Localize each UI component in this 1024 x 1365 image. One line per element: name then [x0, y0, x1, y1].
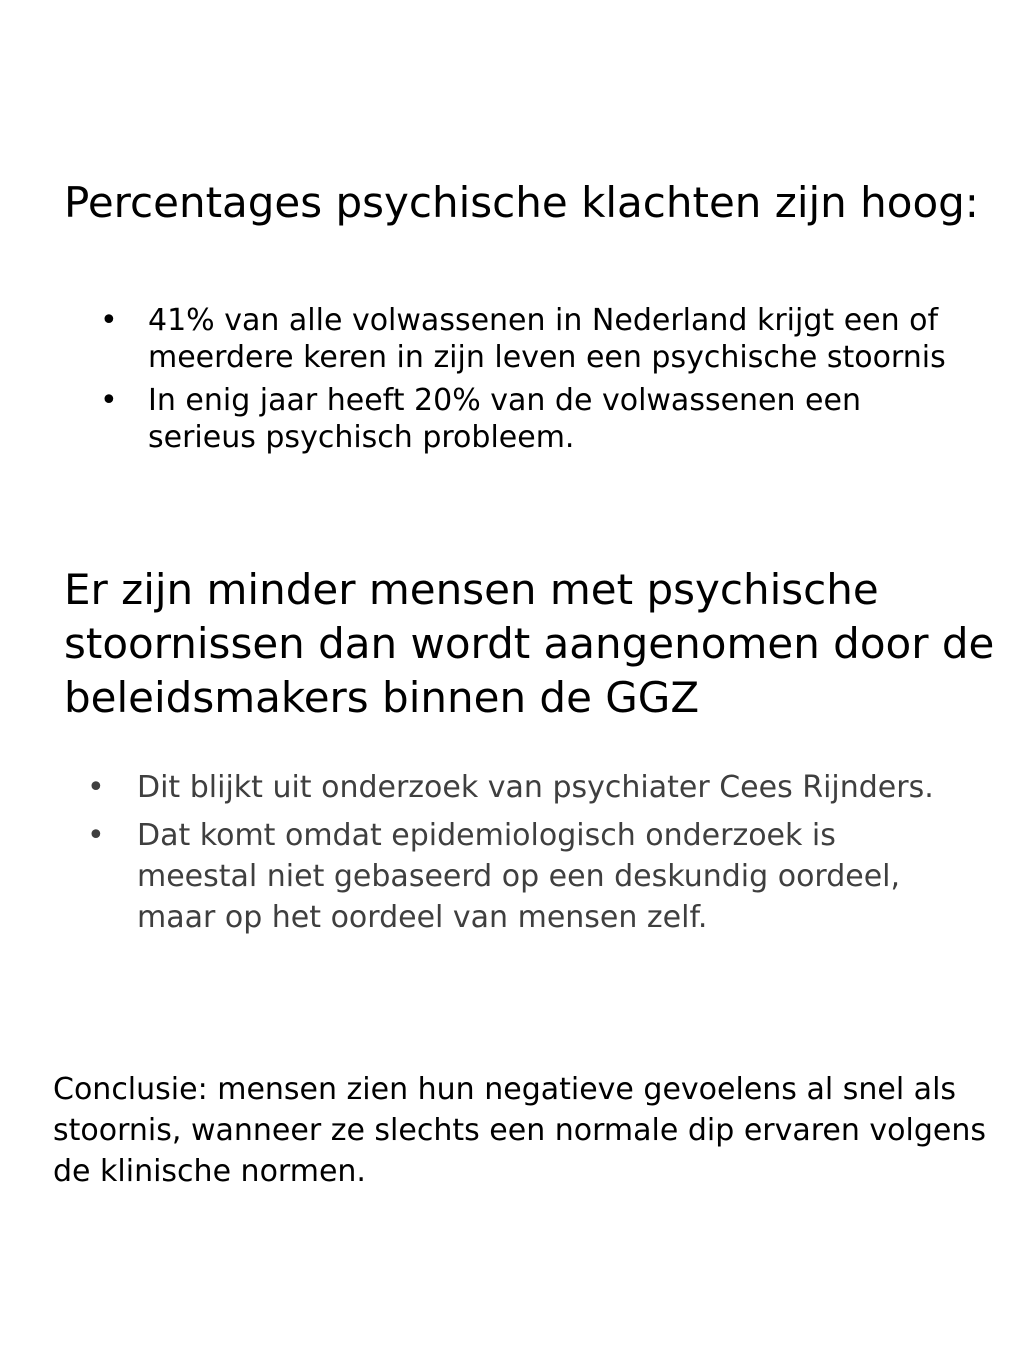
conclusion-text: Conclusie: mensen zien hun negatieve gevoelens al snel als stoornis, wanneer ze slechts een normale dip ervaren volgens de klinische normen.: [53, 1072, 987, 1189]
bullet-icon: •: [87, 770, 105, 805]
list-item: [87, 815, 937, 938]
section1-title: Percentages psychische klachten zijn hoog:: [64, 178, 979, 227]
list-item: [100, 382, 978, 456]
section2-title: Er zijn minder mensen met psychische stoornissen dan wordt aangenomen door de beleidsmakers binnen de GGZ: [64, 565, 995, 722]
bullet-text: 41% van alle volwassenen in Nederland krijgt een of meerdere keren in zijn leven een psychische stoornis: [148, 303, 946, 375]
bullet-text: Dat komt omdat epidemiologisch onderzoek is meestal niet gebaseerd op een deskundig oordeel, maar op het oordeel van mensen zelf.: [137, 818, 901, 935]
section2-bullet-list: [87, 767, 937, 945]
list-item: [100, 302, 978, 376]
bullet-icon: •: [100, 303, 118, 338]
list-item: [87, 767, 937, 808]
section1-bullet-list: [100, 302, 978, 462]
bullet-icon: •: [100, 383, 118, 418]
bullet-text: In enig jaar heeft 20% van de volwassenen een serieus psychisch probleem.: [148, 383, 861, 455]
bullet-icon: •: [87, 818, 105, 853]
bullet-text: Dit blijkt uit onderzoek van psychiater Cees Rijnders.: [137, 770, 934, 805]
